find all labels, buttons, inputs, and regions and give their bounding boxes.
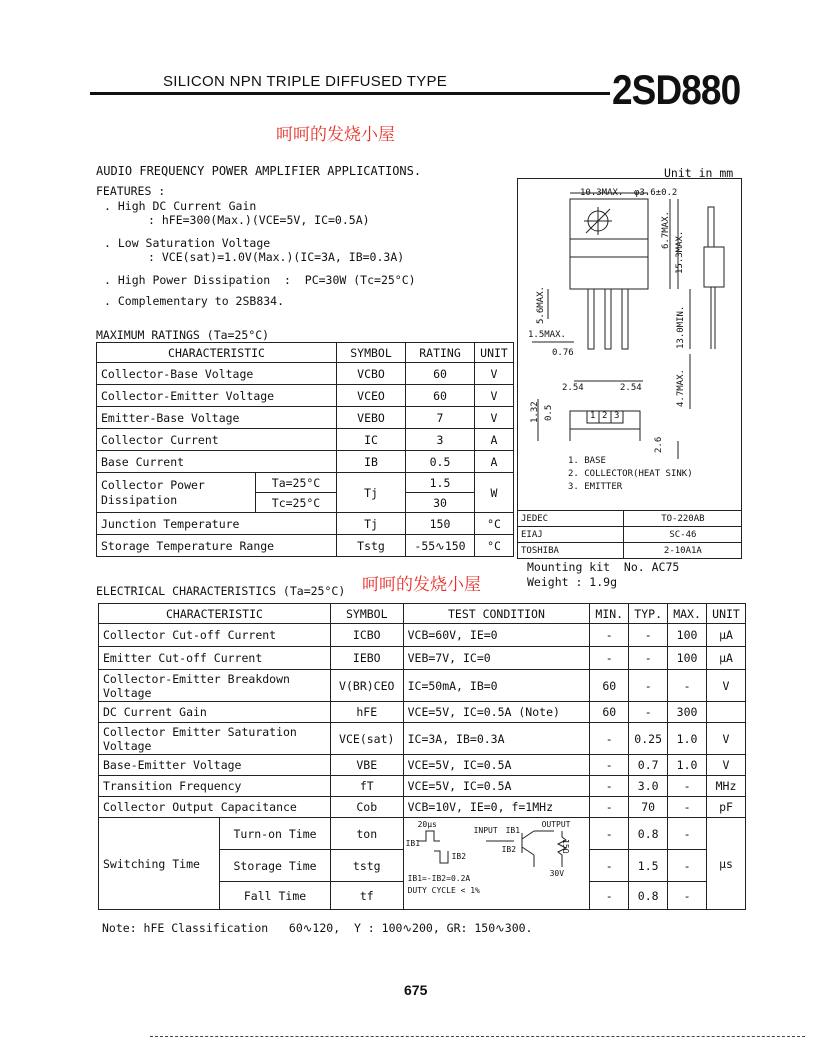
switching-circuit [404,819,582,909]
el-char: Transition Frequency [99,776,331,797]
el-max: - [668,776,707,797]
mr-symbol: Tj [337,513,406,535]
el-char: Collector Output Capacitance [99,797,331,818]
dim-47max: 4.7MAX. [676,369,686,407]
mr-pd-unit: W [475,473,514,513]
mr-unit: A [475,451,514,473]
table-row [99,818,746,850]
mr-rating: -55∿150 [406,535,475,557]
mr-header-symbol: SYMBOL [337,343,406,363]
el-sw-name: Fall Time [220,882,331,910]
circuit-input-label: INPUT [473,825,498,835]
el-condition: VCE=5V, IC=0.5A (Note) [403,702,590,723]
el-max: 100 [668,624,707,647]
dim-top-width: 10.3MAX. [580,188,624,198]
circuit-output-label: OUTPUT [541,819,571,829]
feature-1-title: . High DC Current Gain [104,199,257,213]
dim-254-right: 2.54 [620,383,642,393]
el-symbol: VCE(sat) [330,723,403,755]
el-header-condition: TEST CONDITION [403,604,590,624]
package-drawing-frame [517,178,742,559]
feature-3: . High Power Dissipation : PC=30W (Tc=25°C) [104,273,416,287]
el-char: Collector-Emitter Breakdown Voltage [99,670,331,702]
el-sw-symbol: ton [330,818,403,850]
watermark-middle: 呵呵的发烧小屋 [362,575,481,595]
el-condition: IC=50mA, IB=0 [403,670,590,702]
el-symbol: fT [330,776,403,797]
feature-1-detail: : hFE=300(Max.)(VCE=5V, IC=0.5A) [148,213,370,227]
el-char: DC Current Gain [99,702,331,723]
el-typ: 0.7 [629,755,668,776]
mr-rating: 60 [406,385,475,407]
el-min: 60 [590,702,629,723]
el-unit: μA [707,647,746,670]
mr-char: Base Current [97,451,337,473]
mr-char: Collector-Base Voltage [97,363,337,385]
el-min: - [590,797,629,818]
el-condition: VCE=5V, IC=0.5A [403,776,590,797]
table-row [99,776,746,797]
std-code: 2-10A1A [623,543,742,559]
el-char: Base-Emitter Voltage [99,755,331,776]
footer-rule [150,1036,805,1037]
el-symbol: V(BR)CEO [330,670,403,702]
mr-char: Collector Current [97,429,337,451]
el-typ: - [629,670,668,702]
feature-2-title: . Low Saturation Voltage [104,236,271,250]
el-sw-typ: 0.8 [629,882,668,910]
el-typ: - [629,624,668,647]
mr-rating: 3 [406,429,475,451]
el-max: 300 [668,702,707,723]
mr-rating: 60 [406,363,475,385]
table-row [97,451,514,473]
el-header-symbol: SYMBOL [330,604,403,624]
mr-unit: V [475,407,514,429]
mr-pd-cond-tc: Tc=25°C [256,493,337,513]
mr-unit: °C [475,513,514,535]
el-unit: pF [707,797,746,818]
mr-pd-rating-tc: 30 [406,493,475,513]
table-row [517,543,742,559]
max-ratings-table [96,342,514,557]
el-sw-typ: 0.8 [629,818,668,850]
mr-symbol: VCEO [337,385,406,407]
mr-symbol: IB [337,451,406,473]
circuit-condition-1: IB1=-IB2=0.2A [407,873,471,883]
el-min: - [590,755,629,776]
circuit-resistor-value: 15Ω [560,838,570,853]
mr-pd-char [97,473,256,513]
el-unit: μA [707,624,746,647]
table-row [99,647,746,670]
el-sw-min: - [590,818,629,850]
el-condition: IC=3A, IB=0.3A [403,723,590,755]
el-sw-symbol: tstg [330,850,403,882]
circuit-condition-2: DUTY CYCLE < 1% [407,885,480,895]
table-row [97,385,514,407]
el-condition: VCE=5V, IC=0.5A [403,755,590,776]
el-sw-symbol: tf [330,882,403,910]
el-symbol: ICBO [330,624,403,647]
el-sw-max: - [668,850,707,882]
mr-symbol: VCBO [337,363,406,385]
mr-pd-symbol: Tj [337,473,406,513]
watermark-top: 呵呵的发烧小屋 [276,125,395,145]
table-row [99,755,746,776]
package-standards-table [517,510,742,559]
dim-hole: φ3.6±0.2 [634,188,678,198]
pin-1-label: 1. BASE [568,456,606,466]
dim-15max: 1.5MAX. [528,330,566,340]
std-code: TO-220AB [623,511,742,527]
el-typ: 70 [629,797,668,818]
unit-label: Unit in mm [664,166,734,180]
dim-254-left: 2.54 [562,383,584,393]
feature-4: . Complementary to 2SB834. [104,294,285,308]
std-org: EIAJ [517,527,623,543]
features-heading: FEATURES : [96,184,166,198]
mr-pd-rating-ta: 1.5 [406,473,475,493]
el-max: - [668,670,707,702]
el-max: - [668,797,707,818]
el-sw-min: - [590,850,629,882]
pin-2-label: 2. COLLECTOR(HEAT SINK) [568,469,693,479]
feature-2-detail: : VCE(sat)=1.0V(Max.)(IC=3A, IB=0.3A) [148,250,405,264]
mr-rating: 7 [406,407,475,429]
el-header-max: MAX. [668,604,707,624]
mr-rating: 0.5 [406,451,475,473]
el-min: - [590,776,629,797]
circuit-ib1-right: IB1 [505,825,521,835]
dim-05: 0.5 [544,404,554,421]
hfe-classification-note: Note: hFE Classification 60∿120, Y : 100∿200, GR: 150∿300. [102,921,533,935]
el-typ: - [629,647,668,670]
el-header-unit: UNIT [707,604,746,624]
mr-unit: A [475,429,514,451]
mr-rating: 150 [406,513,475,535]
el-unit [707,702,746,723]
circuit-vcc: 30V [549,868,565,878]
el-char: Collector Emitter Saturation Voltage [99,723,331,755]
table-row [97,513,514,535]
mr-symbol: IC [337,429,406,451]
el-char: Emitter Cut-off Current [99,647,331,670]
el-min: - [590,723,629,755]
el-symbol: Cob [330,797,403,818]
mr-char: Collector-Emitter Voltage [97,385,337,407]
el-symbol: IEBO [330,647,403,670]
type-title: SILICON NPN TRIPLE DIFFUSED TYPE [163,73,448,90]
page-number: 675 [404,982,428,998]
dim-153max: 15.3MAX. [675,230,685,274]
el-condition: VEB=7V, IC=0 [403,647,590,670]
package-outline-drawing [518,179,741,509]
dim-13min: 13.0MIN. [676,305,686,349]
el-sw-unit: μs [707,818,746,910]
el-sw-name: Turn-on Time [220,818,331,850]
dim-132: 1.32 [530,401,540,423]
circuit-ib2-right: IB2 [501,844,517,854]
dim-26: 2.6 [654,436,664,453]
el-max: 1.0 [668,723,707,755]
mr-char: Storage Temperature Range [97,535,337,557]
el-min: 60 [590,670,629,702]
elec-table [98,603,746,910]
std-code: SC-46 [623,527,742,543]
el-sw-max: - [668,882,707,910]
el-max: 1.0 [668,755,707,776]
dim-56max: 5.6MAX. [536,286,546,324]
table-row [99,624,746,647]
el-unit: V [707,670,746,702]
el-min: - [590,647,629,670]
mr-header-unit: UNIT [475,343,514,363]
el-unit: V [707,755,746,776]
application-line: AUDIO FREQUENCY POWER AMPLIFIER APPLICATIONS. [96,164,422,178]
table-row [99,670,746,702]
el-condition: VCB=60V, IE=0 [403,624,590,647]
el-char: Collector Cut-off Current [99,624,331,647]
weight: Weight : 1.9g [527,575,618,589]
std-org: TOSHIBA [517,543,623,559]
pin-number-1: 1 [590,411,596,421]
table-row [517,527,742,543]
dim-076: 0.76 [552,348,574,358]
std-org: JEDEC [517,511,623,527]
pin-number-2: 2 [602,411,608,421]
table-row [99,797,746,818]
pin-number-3: 3 [614,411,620,421]
el-header-min: MIN. [590,604,629,624]
switching-circuit-cell [403,818,590,910]
circuit-ib1-left: IB1 [405,838,421,848]
header-rule [90,92,610,95]
el-max: 100 [668,647,707,670]
mr-char: Emitter-Base Voltage [97,407,337,429]
el-condition: VCB=10V, IE=0, f=1MHz [403,797,590,818]
el-sw-name: Storage Time [220,850,331,882]
el-header-characteristic: CHARACTERISTIC [99,604,331,624]
mr-unit: V [475,363,514,385]
mr-symbol: Tstg [337,535,406,557]
table-row [99,723,746,755]
table-row [99,702,746,723]
mr-header-rating: RATING [406,343,475,363]
mr-pd-cond-ta: Ta=25°C [256,473,337,493]
pin-3-label: 3. EMITTER [568,482,623,492]
dim-67max: 6.7MAX. [661,211,671,249]
el-typ: - [629,702,668,723]
circuit-ib2-left: IB2 [451,851,467,861]
el-symbol: VBE [330,755,403,776]
el-symbol: hFE [330,702,403,723]
table-row [97,535,514,557]
table-row [97,429,514,451]
mr-unit: V [475,385,514,407]
elec-header-row [99,604,746,624]
el-unit: V [707,723,746,755]
elec-title: ELECTRICAL CHARACTERISTICS (Ta=25°C) [96,584,346,598]
el-typ: 3.0 [629,776,668,797]
el-sw-min: - [590,882,629,910]
el-sw-typ: 1.5 [629,850,668,882]
el-sw-max: - [668,818,707,850]
el-min: - [590,624,629,647]
table-row [97,363,514,385]
el-switching-char: Switching Time [99,818,220,910]
mounting-kit: Mounting kit No. AC75 [527,560,680,574]
circuit-pulse-width: 20μs [417,819,437,829]
table-row [97,473,514,493]
mr-unit: °C [475,535,514,557]
mr-symbol: VEBO [337,407,406,429]
mr-pd-char-line2: Dissipation [101,492,178,507]
part-number: 2SD880 [612,66,741,113]
table-row [97,407,514,429]
mr-header-characteristic: CHARACTERISTIC [97,343,337,363]
max-ratings-header-row [97,343,514,363]
table-row [517,511,742,527]
mr-pd-char-line1: Collector Power [101,477,205,492]
el-unit: MHz [707,776,746,797]
max-ratings-title: MAXIMUM RATINGS (Ta=25°C) [96,328,270,342]
el-typ: 0.25 [629,723,668,755]
mr-char: Junction Temperature [97,513,337,535]
el-header-typ: TYP. [629,604,668,624]
